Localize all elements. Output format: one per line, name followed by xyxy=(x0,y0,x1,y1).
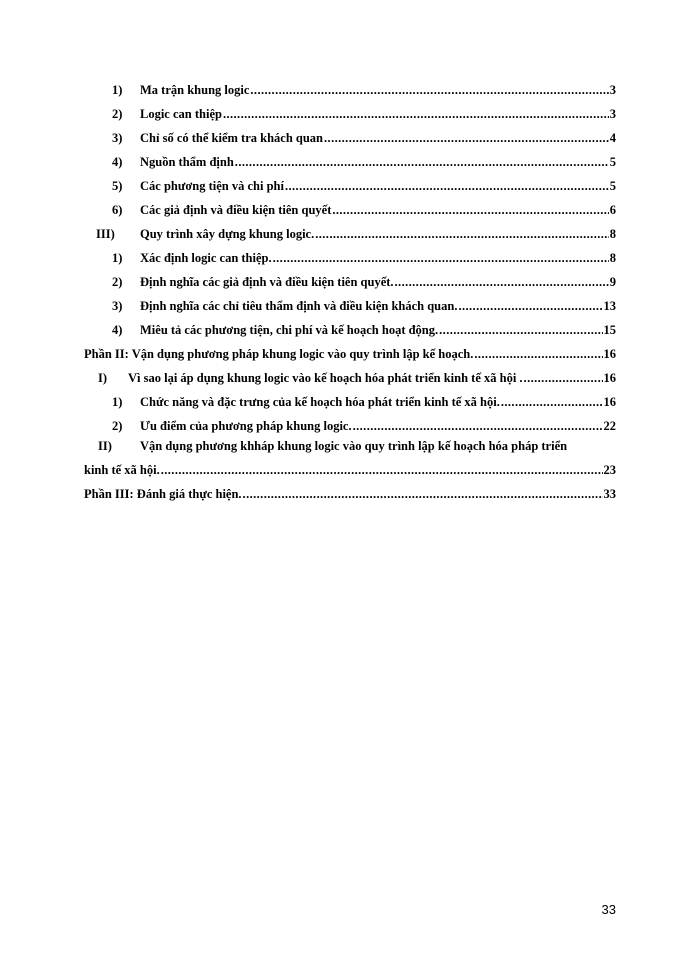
toc-entry[interactable] xyxy=(98,370,616,386)
toc-leader-dots xyxy=(324,130,609,146)
toc-entry-number: 1) xyxy=(112,395,123,409)
toc-entry[interactable] xyxy=(112,178,616,194)
toc-entry-number: 2) xyxy=(112,419,123,433)
toc-leader-dots xyxy=(273,250,609,266)
toc-entry-title: Định nghĩa các giả định và điều kiện tiên quyết. xyxy=(140,275,394,289)
toc-entry-number: II) xyxy=(98,439,112,453)
toc-entry-number: 3) xyxy=(112,299,123,313)
toc-entry-title: Định nghĩa các chỉ tiêu thẩm định và điều kiện khách quan. xyxy=(140,299,458,313)
toc-leader-dots xyxy=(439,322,602,338)
toc-entry-page: 16 xyxy=(603,395,616,409)
toc-entry-title: Vận dụng phương khháp khung logic vào quy trình lập kế hoạch hóa pháp triển xyxy=(140,439,568,453)
toc-entry-title: Các phương tiện và chi phí xyxy=(140,179,284,193)
toc-entry-number: 4) xyxy=(112,323,123,337)
toc-entry-title: Ưu điểm của phương pháp khung logic. xyxy=(140,419,352,433)
toc-leader-dots xyxy=(501,394,603,410)
toc-entry-number: 2) xyxy=(112,275,123,289)
toc-entry-number: 5) xyxy=(112,179,123,193)
toc-leader-dots xyxy=(223,106,609,122)
toc-entry-title: Các giả định và điều kiện tiên quyết xyxy=(140,203,332,217)
toc-leader-dots xyxy=(395,274,609,290)
toc-entry-page: 4 xyxy=(609,131,616,145)
toc-entry-number: 6) xyxy=(112,203,123,217)
toc-entry[interactable] xyxy=(112,202,616,218)
toc-entry-title: Nguồn thẩm định xyxy=(140,155,234,169)
toc-leader-dots xyxy=(243,486,603,502)
toc-entry-number: I) xyxy=(98,371,108,385)
toc-entry-page: 13 xyxy=(603,299,616,313)
toc-entry[interactable] xyxy=(112,298,616,314)
toc-entry-page: 16 xyxy=(603,371,616,385)
page-number: 33 xyxy=(601,902,616,917)
toc-entry-page: 33 xyxy=(603,487,616,501)
toc-entry[interactable] xyxy=(112,250,616,266)
toc-leader-dots xyxy=(250,82,608,98)
toc-entry[interactable] xyxy=(112,106,616,122)
toc-entry[interactable] xyxy=(112,82,616,98)
toc-entry[interactable] xyxy=(112,418,616,434)
toc-leader-dots xyxy=(474,346,602,362)
toc-entry-number: 1) xyxy=(112,83,123,97)
toc-entry-page: 9 xyxy=(609,275,616,289)
toc-entry-page: 15 xyxy=(603,323,616,337)
toc-leader-dots xyxy=(458,298,602,314)
toc-entry-title: Chỉ số có thể kiểm tra khách quan xyxy=(140,131,324,145)
toc-leader-dots xyxy=(524,370,603,386)
toc-entry[interactable] xyxy=(112,394,616,410)
toc-entry[interactable] xyxy=(112,274,616,290)
toc-entry[interactable] xyxy=(112,154,616,170)
toc-entry-title-continued: kinh tế xã hội. xyxy=(84,463,160,477)
toc-entry[interactable] xyxy=(84,486,616,502)
toc-leader-dots xyxy=(235,154,609,170)
toc-entry-number: 2) xyxy=(112,107,123,121)
toc-leader-dots xyxy=(315,226,609,242)
toc-entry-title: Logic can thiệp xyxy=(140,107,222,121)
toc-entry-page: 16 xyxy=(603,347,616,361)
toc-entry[interactable] xyxy=(84,462,616,478)
toc-entry[interactable] xyxy=(96,226,616,242)
toc-entry[interactable] xyxy=(112,322,616,338)
toc-entry-page: 3 xyxy=(609,107,616,121)
toc-entry[interactable] xyxy=(112,130,616,146)
toc-entry-title: Vì sao lại áp dụng khung logic vào kế hoạch hóa phát triển kinh tế xã hội . xyxy=(128,371,523,385)
toc-entry-number: 4) xyxy=(112,155,123,169)
toc-entry-page: 3 xyxy=(609,83,616,97)
toc-entry-number: III) xyxy=(96,227,115,241)
toc-entry-page: 6 xyxy=(609,203,616,217)
toc-leader-dots xyxy=(353,418,603,434)
toc-entry-title: Quy trình xây dựng khung logic. xyxy=(140,227,315,241)
toc-entry-number: 3) xyxy=(112,131,123,145)
toc-entry-page: 23 xyxy=(603,463,616,477)
toc-entry-page: 8 xyxy=(609,251,616,265)
toc-entry-title: Xác định logic can thiệp. xyxy=(140,251,272,265)
toc-entry-title: Phần III: Đánh giá thực hiện. xyxy=(84,487,242,501)
toc-entry-title: Ma trận khung logic xyxy=(140,83,250,97)
toc-entry-title: Miêu tả các phương tiện, chi phí và kế hoạch hoạt động. xyxy=(140,323,439,337)
toc-leader-dots xyxy=(161,462,603,478)
toc-entry-title: Chức năng và đặc trưng của kế hoạch hóa phát triển kinh tế xã hội. xyxy=(140,395,500,409)
toc-entry-page: 8 xyxy=(609,227,616,241)
toc-leader-dots xyxy=(285,178,609,194)
toc-entry[interactable] xyxy=(84,346,616,362)
toc-entry-page: 5 xyxy=(609,179,616,193)
toc-entry-page: 5 xyxy=(609,155,616,169)
toc-entry-title: Phần II: Vận dụng phương pháp khung logic vào quy trình lập kế hoạch. xyxy=(84,347,474,361)
toc-leader-dots xyxy=(332,202,608,218)
toc-entry-wrapped-first-line[interactable] xyxy=(98,438,616,454)
toc-entry-page: 22 xyxy=(603,419,616,433)
toc-entry-number: 1) xyxy=(112,251,123,265)
